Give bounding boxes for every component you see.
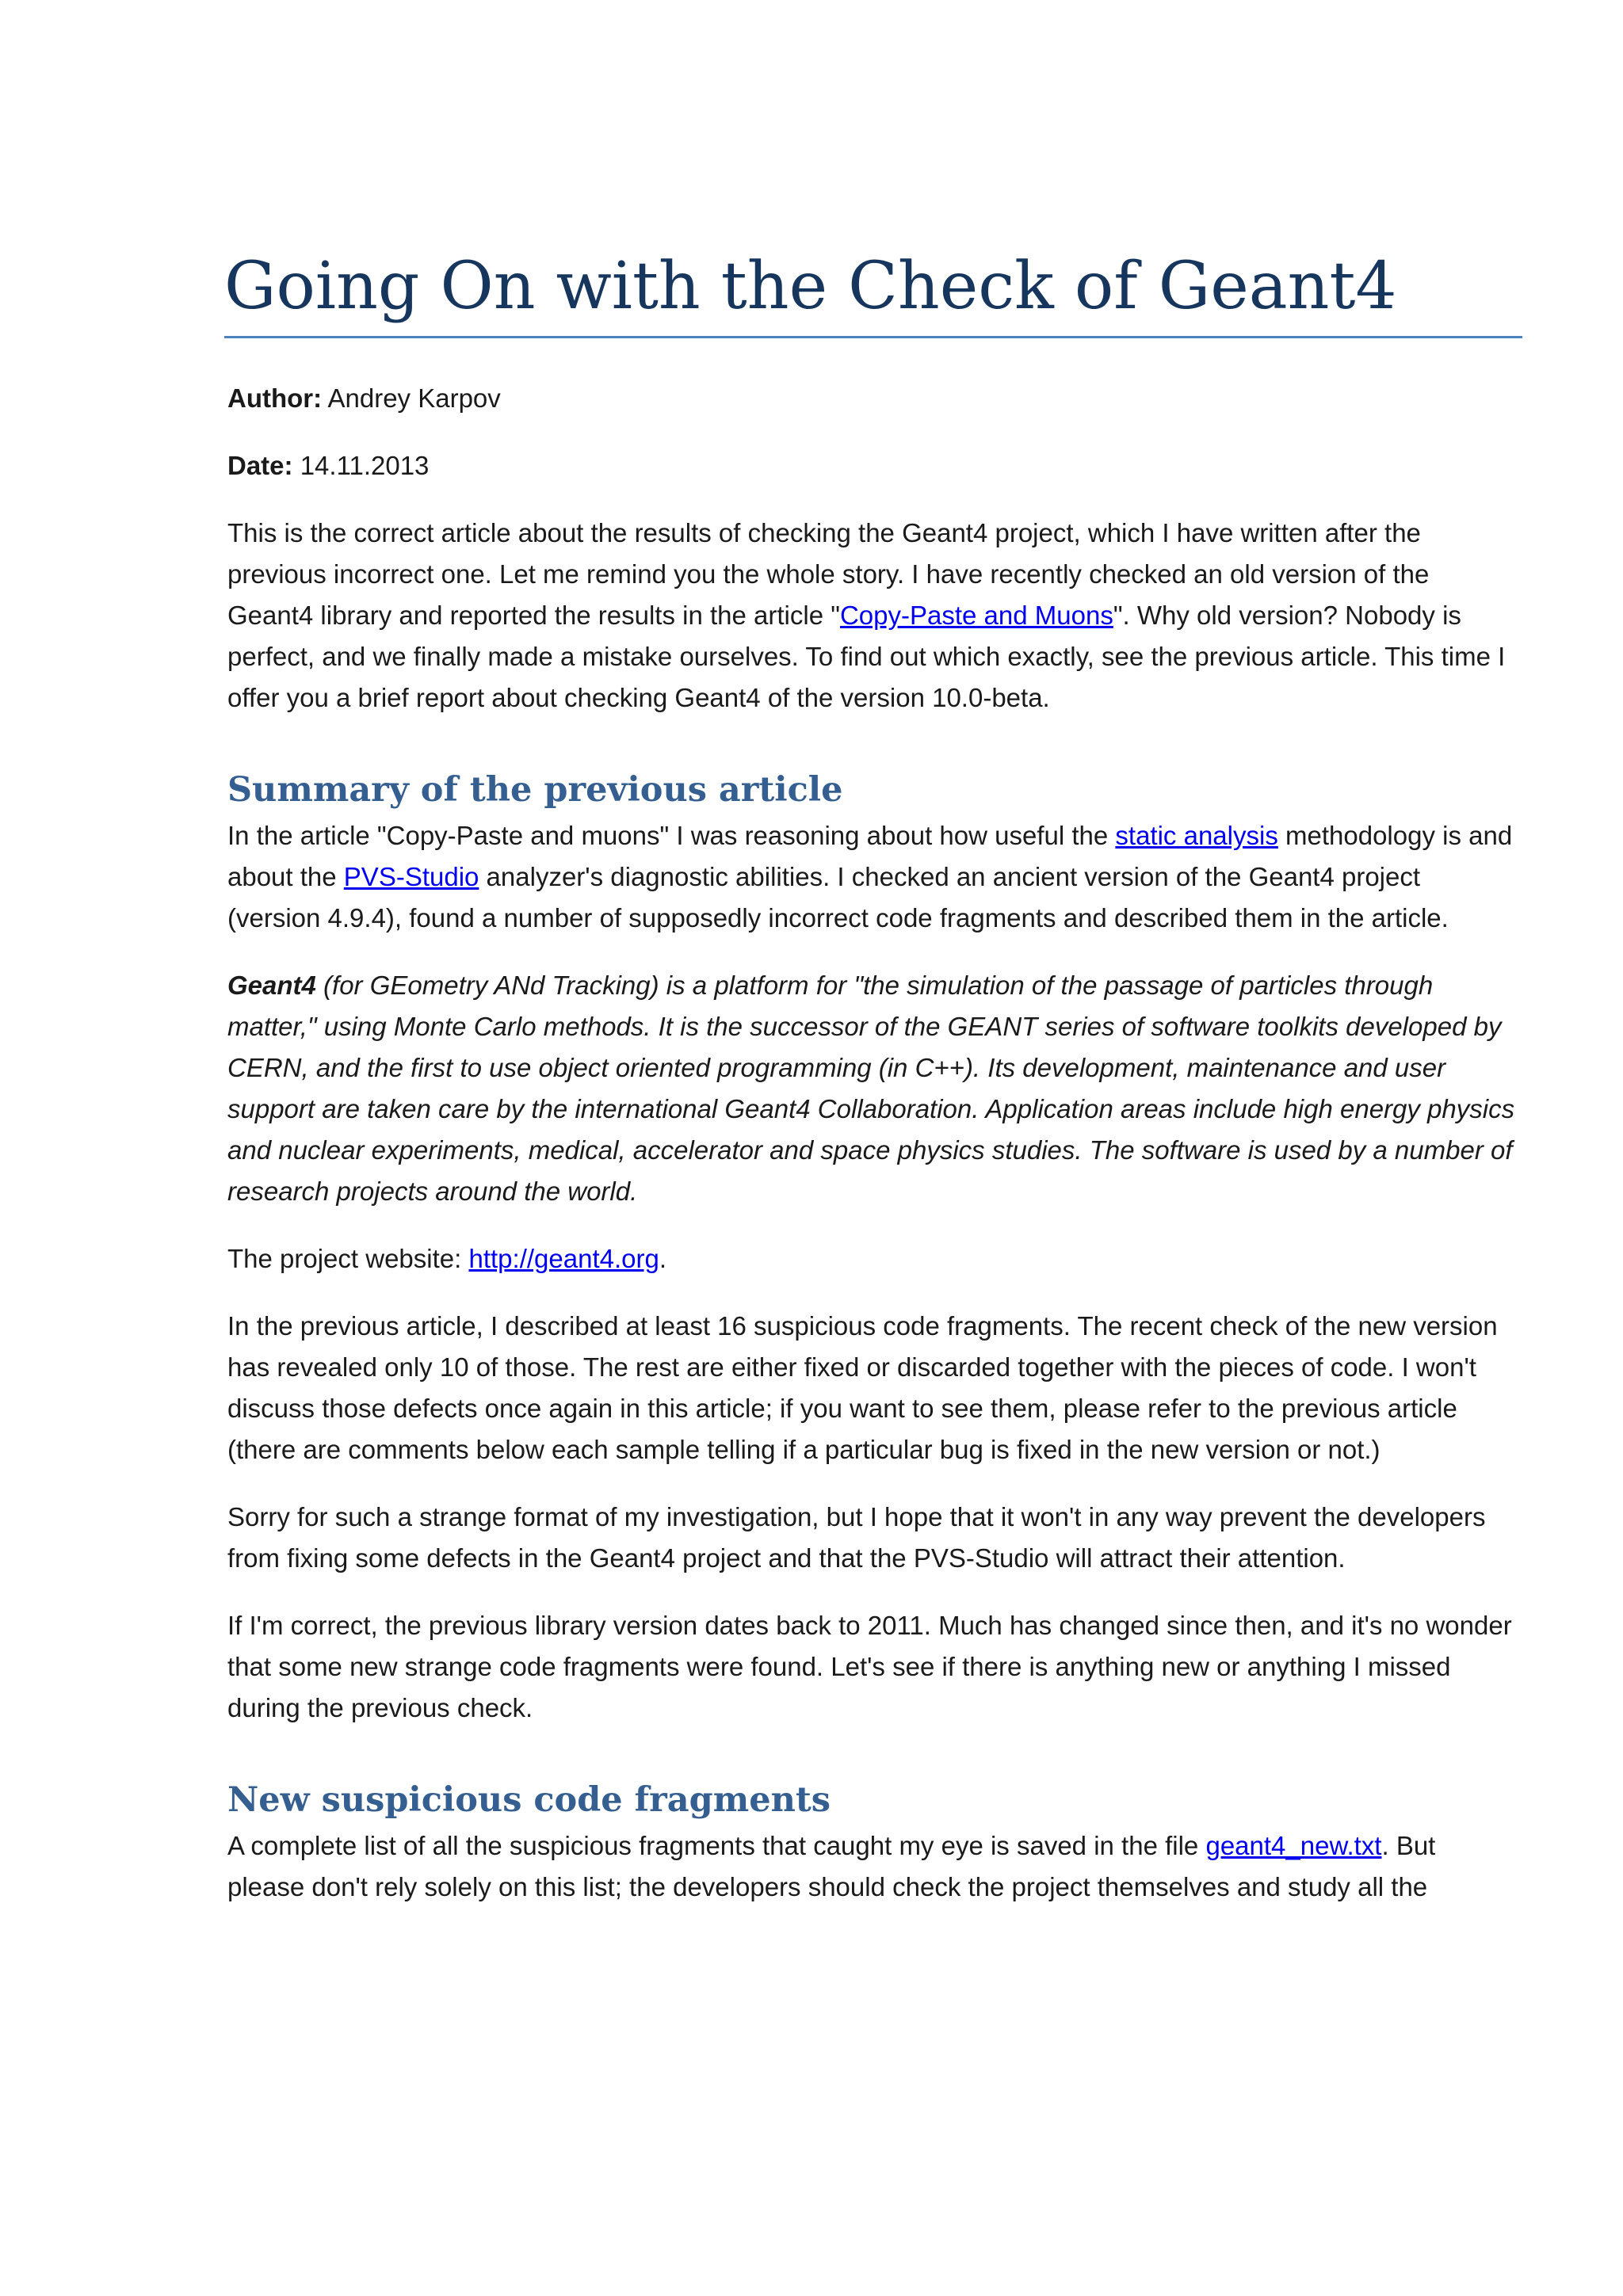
geant4-description <box>227 965 1519 1212</box>
date-label: Date: <box>227 451 293 480</box>
new-fragments-paragraph <box>227 1825 1519 1908</box>
intro-text-1: This is the correct article about the results of checking the Geant4 project, which I have written after the previous incorrect one. Let me remind you the whole story. I have recently checked an old version of the Geant4 library and reported the results in the article " <box>227 518 1430 630</box>
article-body <box>224 247 1519 1934</box>
date-line <box>227 445 1519 486</box>
author-label: Author: <box>227 383 323 413</box>
copy-paste-muons-link[interactable]: Copy-Paste and Muons <box>839 601 1113 630</box>
section-heading-summary: Summary of the previous article <box>227 770 843 810</box>
new-fragments-text-2: . But please don't rely solely on this list; the developers should check the project themselves and study all the <box>227 1831 1436 1901</box>
website-period: . <box>659 1244 667 1273</box>
apology-paragraph: Sorry for such a strange format of my investigation, but I hope that it won't in any way prevent the developers from fixing some defects in the Geant4 project and that the PVS-Studio will attract their attention. <box>227 1502 1486 1573</box>
author-line <box>227 378 1519 419</box>
intro-paragraph <box>227 513 1519 719</box>
geant4-new-txt-link[interactable]: geant4_new.txt <box>1205 1831 1382 1860</box>
summary-text-2: methodology is and about the <box>227 821 1513 891</box>
summary-text-3: analyzer's diagnostic abilities. I checked an ancient version of the Geant4 project (version 4.9.4), found a number of supposedly incorrect code fragments and described them in the article. <box>227 862 1449 933</box>
pvs-studio-link[interactable]: PVS-Studio <box>343 862 479 891</box>
geant4-bold: Geant4 <box>227 971 316 1000</box>
website-label: The project website: <box>227 1244 469 1273</box>
static-analysis-link[interactable]: static analysis <box>1115 821 1278 850</box>
summary-text-1: In the article "Copy-Paste and muons" I was reasoning about how useful the <box>227 821 1116 850</box>
section-heading-new-fragments: New suspicious code fragments <box>227 1780 831 1820</box>
summary-paragraph <box>227 815 1519 939</box>
previous-article-paragraph: In the previous article, I described at least 16 suspicious code fragments. The recent check of the new version has revealed only 10 of those. The rest are either fixed or discarded together with the pieces of code. I won't discuss those defects once again in this article; if you want to see them, please refer to the previous article (there are comments below each sample telling if a particular bug is fixed in the new version or not.) <box>227 1311 1498 1464</box>
author-name: Andrey Karpov <box>327 383 501 413</box>
website-line <box>227 1238 1519 1280</box>
article-title: Going On with the Check of Geant4 <box>224 247 1522 338</box>
date-value: 14.11.2013 <box>300 451 430 480</box>
version-paragraph: If I'm correct, the previous library version dates back to 2011. Much has changed since then, and it's no wonder that some new strange code fragments were found. Let's see if there is anything new or anything I missed during the previous check. <box>227 1611 1512 1722</box>
intro-text-2: ". Why old version? Nobody is perfect, and we finally made a mistake ourselves. To find out which exactly, see the previous article. This time I offer you a brief report about checking Geant4 of the version 10.0-beta. <box>227 601 1506 712</box>
geant4-description-text: (for GEometry ANd Tracking) is a platform for "the simulation of the passage of particles through matter," using Monte Carlo methods. It is the successor of the GEANT series of software toolkits developed by CERN, and the first to use object oriented programming (in C++). Its development, maintenance and user support are taken care by the international Geant4 Collaboration. Application areas include high energy physics and nuclear experiments, medical, accelerator and space physics studies. The software is used by a number of research projects around the world. <box>227 971 1515 1206</box>
geant4-website-link[interactable]: http://geant4.org <box>468 1244 659 1273</box>
new-fragments-text-1: A complete list of all the suspicious fragments that caught my eye is saved in the file <box>227 1831 1206 1860</box>
